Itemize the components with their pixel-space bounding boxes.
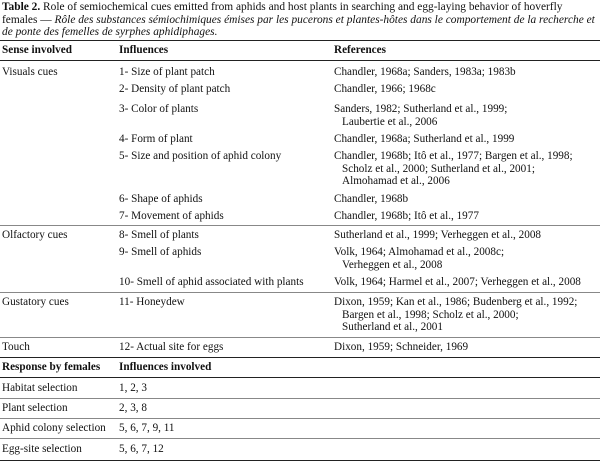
row-divider (0, 418, 600, 419)
response-cell: Egg-site selection (2, 443, 82, 455)
reference-line: Chandler, 1968b; Itô et al., 1977; Bargen et al., 1998; (334, 150, 573, 162)
reference-line: Bargen et al., 1998; Scholz et al., 2000; (342, 308, 519, 321)
influence-cell: 4- Form of plant (119, 133, 193, 145)
row-divider (0, 438, 600, 439)
influence-cell: 11- Honeydew (119, 296, 185, 308)
group-divider (0, 292, 600, 293)
header-rule (0, 60, 600, 61)
reference-line: Sutherland et al., 2001 (342, 321, 443, 333)
header-influences-involved: Influences involved (119, 361, 212, 373)
reference-line: Sutherland et al., 1999; Verheggen et al., 2008 (334, 229, 542, 241)
reference-line: Dixon, 1959; Schneider, 1969 (334, 341, 469, 353)
reference-line: Almohamad et al., 2006 (342, 175, 450, 187)
sense-cell: Visuals cues (2, 66, 58, 78)
reference-cell (334, 296, 600, 334)
sense-cell: Touch (2, 341, 30, 353)
reference-line: Dixon, 1959; Kan et al., 1986; Budenberg et al., 1992; (334, 296, 578, 308)
influences-cell: 5, 6, 7, 9, 11 (119, 422, 175, 434)
bottom-rule (0, 460, 600, 461)
reference-cell (334, 210, 600, 223)
reference-line: Sanders, 1982; Sutherland et al., 1999; (334, 103, 508, 115)
group-divider (0, 225, 600, 226)
influence-cell: 12- Actual site for eggs (119, 341, 224, 353)
reference-line: Volk, 1964; Almohamad et al., 2008c; (334, 246, 505, 258)
header-sense: Sense involved (2, 44, 72, 56)
row-divider (0, 398, 600, 399)
reference-cell (334, 193, 600, 206)
influences-cell: 2, 3, 8 (119, 402, 147, 414)
reference-line: Chandler, 1966; 1968c (334, 83, 436, 95)
influence-cell: 7- Movement of aphids (119, 210, 224, 222)
group-divider (0, 337, 600, 338)
influence-cell: 6- Shape of aphids (119, 193, 203, 205)
header-references: References (334, 44, 386, 56)
influence-cell: 3- Color of plants (119, 103, 199, 115)
influence-cell: 5- Size and position of aphid colony (119, 150, 282, 162)
header-influences: Influences (119, 44, 169, 56)
reference-line: Volk, 1964; Harmel et al., 2007; Verheggen et al., 2008 (334, 276, 581, 288)
caption-text: Role of semiochemical cues emitted from aphids and host plants in searching and egg-laying behavior of hoverfly females — (2, 1, 563, 26)
influence-cell: 9- Smell of aphids (119, 246, 202, 258)
header-response: Response by females (2, 361, 101, 373)
response-cell: Habitat selection (2, 382, 78, 394)
section-rule (0, 357, 600, 358)
influences-cell: 5, 6, 7, 12 (119, 443, 164, 455)
sense-cell: Olfactory cues (2, 229, 68, 241)
influence-cell: 2- Density of plant patch (119, 83, 231, 95)
reference-line: Scholz et al., 2000; Sutherland et al., 2001; (342, 162, 535, 175)
influences-cell: 1, 2, 3 (119, 382, 147, 394)
reference-line: Verheggen et al., 2008 (342, 258, 443, 271)
reference-cell (334, 66, 600, 79)
reference-cell (334, 276, 600, 289)
reference-cell (334, 103, 600, 128)
sense-cell: Gustatory cues (2, 296, 69, 308)
reference-line: Laubertie et al., 2006 (342, 115, 438, 128)
reference-cell (334, 83, 600, 96)
reference-cell (334, 229, 600, 242)
influence-cell: 8- Smell of plants (119, 229, 199, 241)
reference-cell (334, 341, 600, 354)
influence-cell: 1- Size of plant patch (119, 66, 215, 78)
caption-label: Table 2. (2, 1, 41, 13)
response-cell: Plant selection (2, 402, 68, 414)
table-caption (2, 1, 598, 39)
reference-line: Chandler, 1968b (334, 193, 409, 205)
header-rule (0, 377, 600, 378)
top-rule (0, 40, 600, 41)
caption-french: Rôle des substances sémiochimiques émises par les pucerons et plantes-hôtes dans le comportement de la recherche et de ponte des femelles de syrphes aphidiphages. (2, 13, 595, 39)
influence-cell: 10- Smell of aphid associated with plants (119, 276, 304, 288)
response-cell: Aphid colony selection (2, 422, 106, 434)
reference-line: Chandler, 1968a; Sanders, 1983a; 1983b (334, 66, 516, 78)
reference-cell (334, 133, 600, 146)
reference-line: Chandler, 1968b; Itô et al., 1977 (334, 210, 479, 222)
reference-cell (334, 246, 600, 271)
reference-cell (334, 150, 600, 188)
reference-line: Chandler, 1968a; Sutherland et al., 1999 (334, 133, 515, 145)
